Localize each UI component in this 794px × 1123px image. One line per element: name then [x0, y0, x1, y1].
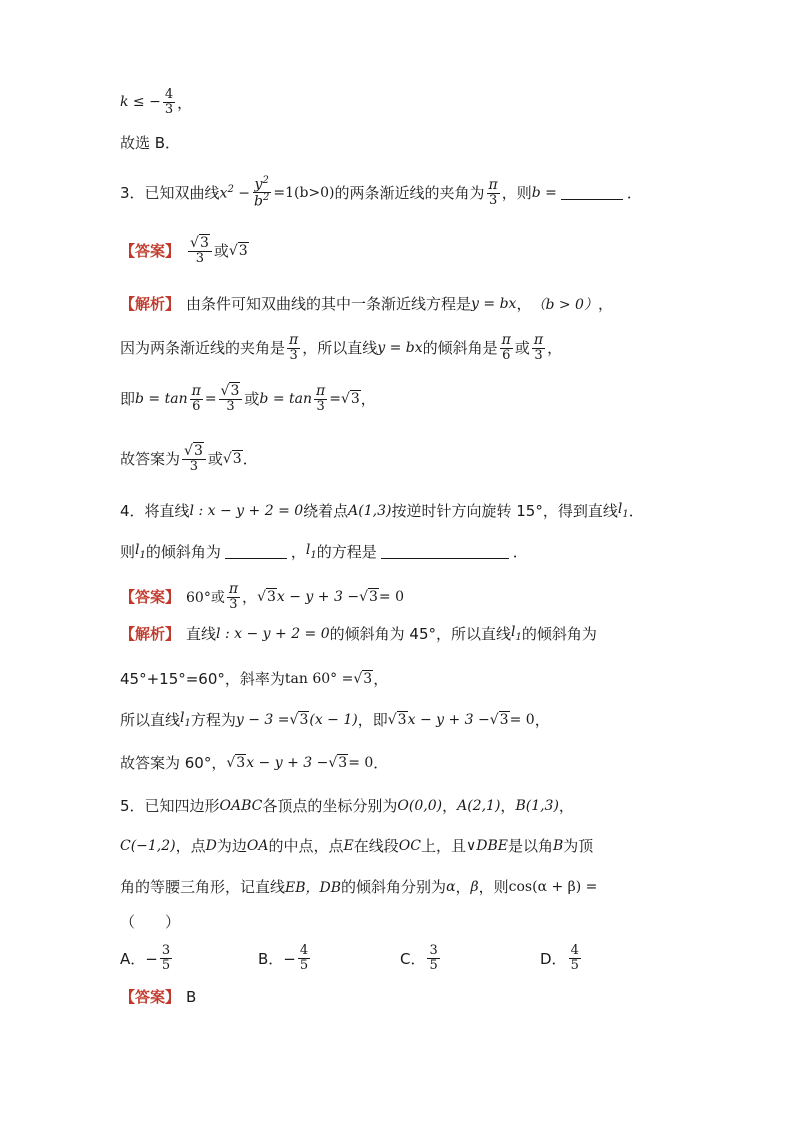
answer-blank[interactable] — [561, 185, 623, 200]
analysis-tag: 【解析】 — [120, 625, 181, 643]
answer-blank[interactable] — [225, 544, 287, 559]
fraction: $\frac{4}{3}$ — [164, 87, 174, 117]
analysis-4-line1: 【解析】 直线 l : x − y + 2 = 0 的倾斜角为 45°，所以直线 $l_1$ 的倾斜角为 — [120, 624, 597, 643]
analysis-3-line3: 即 b = tan $\frac{\pi}{6}$ = $\frac{√3}{3}$ 或 b = tan $\frac{\pi}{3}$ = √3 ， — [120, 383, 376, 414]
option-d[interactable]: D． $\frac{4}{5}$ — [540, 943, 579, 973]
question-3: 3．已知双曲线 $x^2$ − $\frac{y^2}{b^2}$ =1(b>0) 的两条渐近线的夹角为 $\frac{\pi}{3}$ ，则 b = ． — [120, 175, 642, 210]
answer-3: 【答案】 $\frac{√3}{3}$ 或 √3 — [120, 235, 248, 266]
analysis-4-line4: 故答案为 60°， √3 x − y + 3 − √3 = 0 ． — [120, 754, 389, 772]
option-b[interactable]: B．− $\frac{4}{5}$ — [258, 943, 309, 973]
analysis-3-line1: 【解析】 由条件可知双曲线的其中一条渐近线方程是 y = bx ， （b > 0） ， — [120, 295, 613, 313]
fraction: $\frac{√3}{3}$ — [188, 236, 212, 265]
k-ineq: k ≤ − — [120, 94, 161, 111]
line-choose-b: 故选 B． — [120, 134, 181, 152]
question-4-line2: 则 $l_1$ 的倾斜角为 ， $l_1$ 的方程是 ． — [120, 542, 528, 561]
analysis-3-line4: 故答案为 $\frac{√3}{3}$ 或 √3 ． — [120, 443, 258, 474]
answer-tag: 【答案】 — [120, 242, 181, 261]
fraction: $\frac{y^2}{b^2}$ — [254, 175, 270, 210]
answer-blank[interactable] — [381, 544, 509, 559]
answer-tag: 【答案】 — [120, 588, 181, 607]
option-a[interactable]: A．− $\frac{3}{5}$ — [120, 943, 171, 973]
analysis-tag: 【解析】 — [120, 295, 181, 313]
analysis-3-line2: 因为两条渐近线的夹角是 $\frac{\pi}{3}$ ，所以直线 y = bx 的倾斜角是 $\frac{\pi}{6}$ 或 $\frac{\pi}{3}$ ， — [120, 332, 563, 363]
question-5: 5．已知四边形 OABC 各顶点的坐标分别为 O(0,0) ， A(2,1) ， B(1,3) ， — [120, 797, 574, 815]
analysis-4-line2: 45°+15°=60°，斜率为 tan 60° = √3 ， — [120, 670, 389, 688]
answer-tag: 【答案】 — [120, 988, 181, 1006]
answer-4: 【答案】 60°或 $\frac{\pi}{3}$ ， √3 x − y + 3 − √3 = 0 — [120, 581, 404, 612]
question-4: 4．将直线 l : x − y + 2 = 0 绕着点 A(1,3) 按逆时针方向旋转 15°，得到直线 $l_1$ ． — [120, 501, 644, 520]
line-k-condition: k ≤ − $\frac{4}{3}$ ， — [120, 87, 193, 117]
question-5-line3: 角的等腰三角形，记直线 EB，DB 的倾斜角分别为 α ， β ，则 cos(α + β) = — [120, 878, 598, 896]
answer-5: 【答案】 B — [120, 987, 197, 1006]
analysis-4-line3: 所以直线 $l_1$ 方程为 y − 3 = √3 (x − 1) ，即 √3 x − y + 3 − √3 = 0 ， — [120, 710, 550, 729]
fraction: $\frac{\pi}{3}$ — [488, 177, 498, 208]
option-c[interactable]: C． $\frac{3}{5}$ — [400, 943, 438, 973]
question-5-paren: （ ） — [120, 913, 181, 931]
question-5-line2: C(−1,2) ，点 D 为边 OA 的中点，点 E 在线段 OC 上，且 ∨DBE 是以角 B 为顶 — [120, 837, 594, 855]
